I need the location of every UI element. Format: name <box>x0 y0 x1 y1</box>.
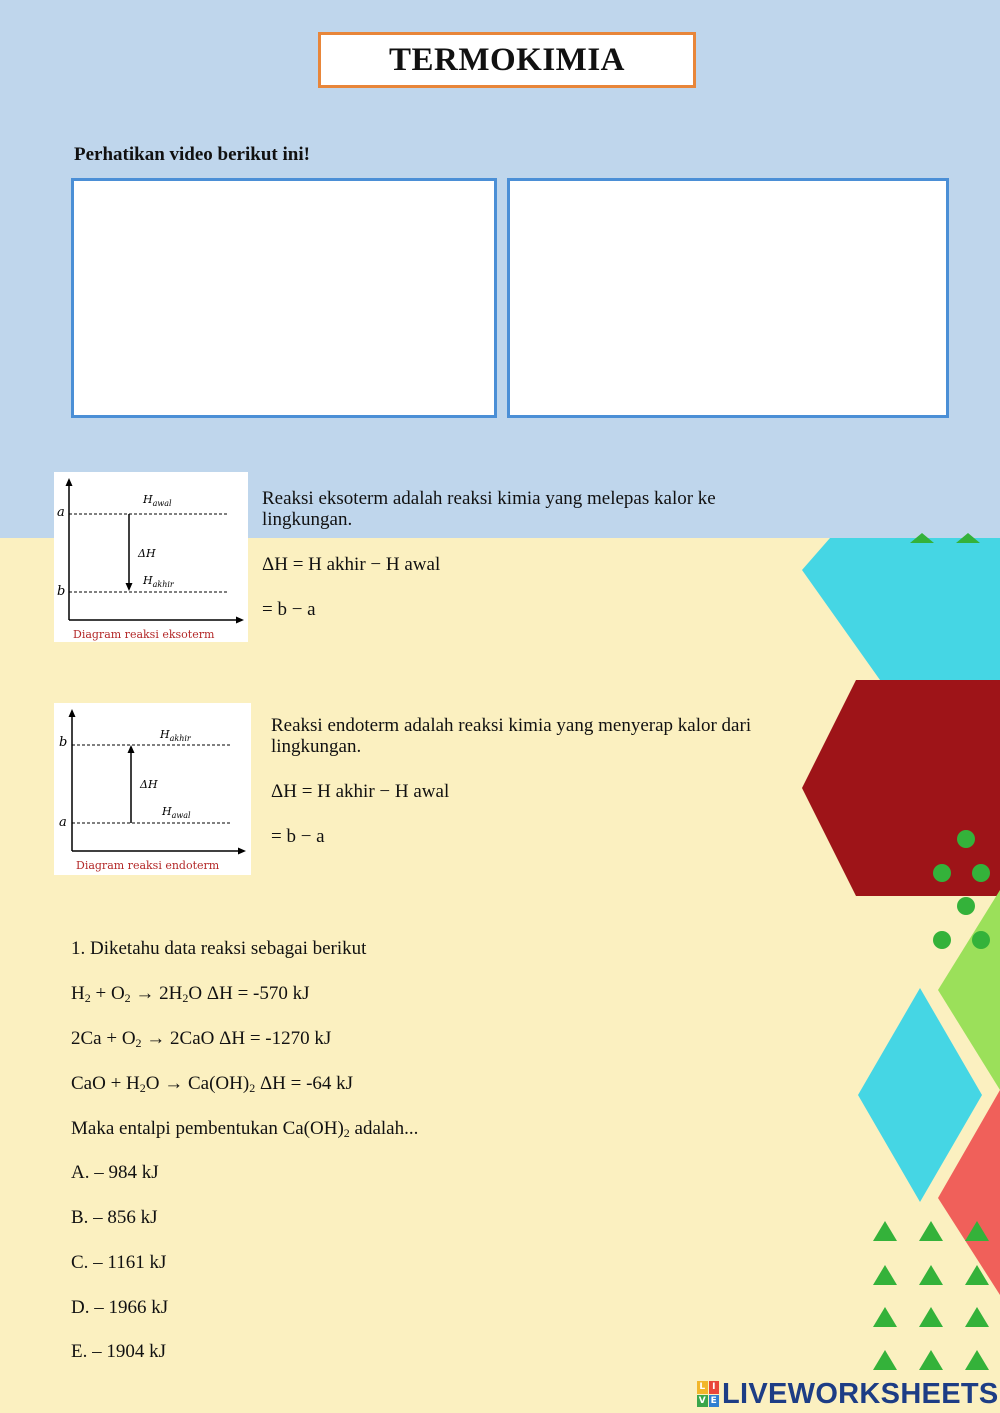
x-axis-arrow <box>238 848 246 855</box>
svg-text:Hakhir <box>142 574 175 589</box>
label-delta-h: ΔH <box>140 778 158 791</box>
x-axis-arrow <box>236 617 244 624</box>
y-axis-arrow <box>66 478 73 486</box>
svg-text:Hakhir <box>159 728 192 743</box>
delta-h-arrowhead <box>128 745 135 753</box>
label-b: b <box>59 735 68 750</box>
option-e[interactable]: E. – 1904 kJ <box>71 1341 166 1362</box>
endo-result: = b − a <box>271 826 325 847</box>
label-a: a <box>57 505 65 520</box>
question-prompt: Maka entalpi pembentukan $Ca(OH)_2$ adalah... <box>71 1118 419 1140</box>
reaction-1: $H_2 + O_2 \to 2H_2O$ ΔH = -570 kJ <box>71 983 310 1005</box>
exo-result: = b − a <box>262 599 316 620</box>
delta-h-arrowhead <box>126 583 133 591</box>
logo-text: LIVEWORKSHEETS <box>722 1377 999 1410</box>
question-intro: 1. Diketahu data reaksi sebagai berikut <box>71 938 367 959</box>
video-player-1[interactable] <box>71 178 497 418</box>
label-h-start-sub: awal <box>171 811 191 820</box>
option-a[interactable]: A. – 984 kJ <box>71 1162 159 1183</box>
option-d[interactable]: D. – 1966 kJ <box>71 1297 169 1318</box>
label-b: b <box>57 584 66 599</box>
cyan-hexagon <box>802 538 1000 680</box>
y-axis-arrow <box>69 709 76 717</box>
page-title: TERMOKIMIA <box>318 32 696 88</box>
option-b[interactable]: B. – 856 kJ <box>71 1207 158 1228</box>
video-player-2[interactable] <box>507 178 949 418</box>
label-h-end-sub: akhir <box>169 734 191 743</box>
svg-text:Hawal <box>161 805 191 820</box>
option-c[interactable]: C. – 1161 kJ <box>71 1252 167 1273</box>
label-h-start: H <box>162 805 172 818</box>
label-h-start: H <box>143 493 153 506</box>
label-h-start-sub: awal <box>152 499 172 508</box>
reaction-3: CaO + $H_2O \to Ca(OH)_2$ ΔH = -64 kJ <box>71 1073 354 1095</box>
label-h-end: H <box>143 574 153 587</box>
label-h-end-sub: akhir <box>152 580 174 589</box>
exo-definition: Reaksi eksoterm adalah reaksi kimia yang melepas kalor ke lingkungan. <box>262 488 716 530</box>
label-h-end: H <box>160 728 170 741</box>
label-a: a <box>59 815 67 830</box>
endothermic-diagram <box>54 703 251 875</box>
diagram-caption: Diagram reaksi endoterm <box>76 859 220 872</box>
exothermic-diagram <box>54 472 248 642</box>
reaction-2: $2Ca + O_2 \to 2CaO$ ΔH = -1270 kJ <box>71 1028 332 1050</box>
label-delta-h: ΔH <box>138 547 156 560</box>
instruction-text: Perhatikan video berikut ini! <box>74 144 310 165</box>
diagram-caption: Diagram reaksi eksoterm <box>73 628 215 641</box>
endo-formula: ΔH = H akhir − H awal <box>271 781 450 802</box>
endo-definition: Reaksi endoterm adalah reaksi kimia yang menyerap kalor dari lingkungan. <box>271 715 752 757</box>
logo-icon: L I V E <box>697 1381 719 1407</box>
red-hexagon <box>802 680 1000 896</box>
svg-text:Hawal <box>142 493 172 508</box>
exo-formula: ΔH = H akhir − H awal <box>262 554 441 575</box>
liveworksheets-logo <box>697 1378 999 1410</box>
